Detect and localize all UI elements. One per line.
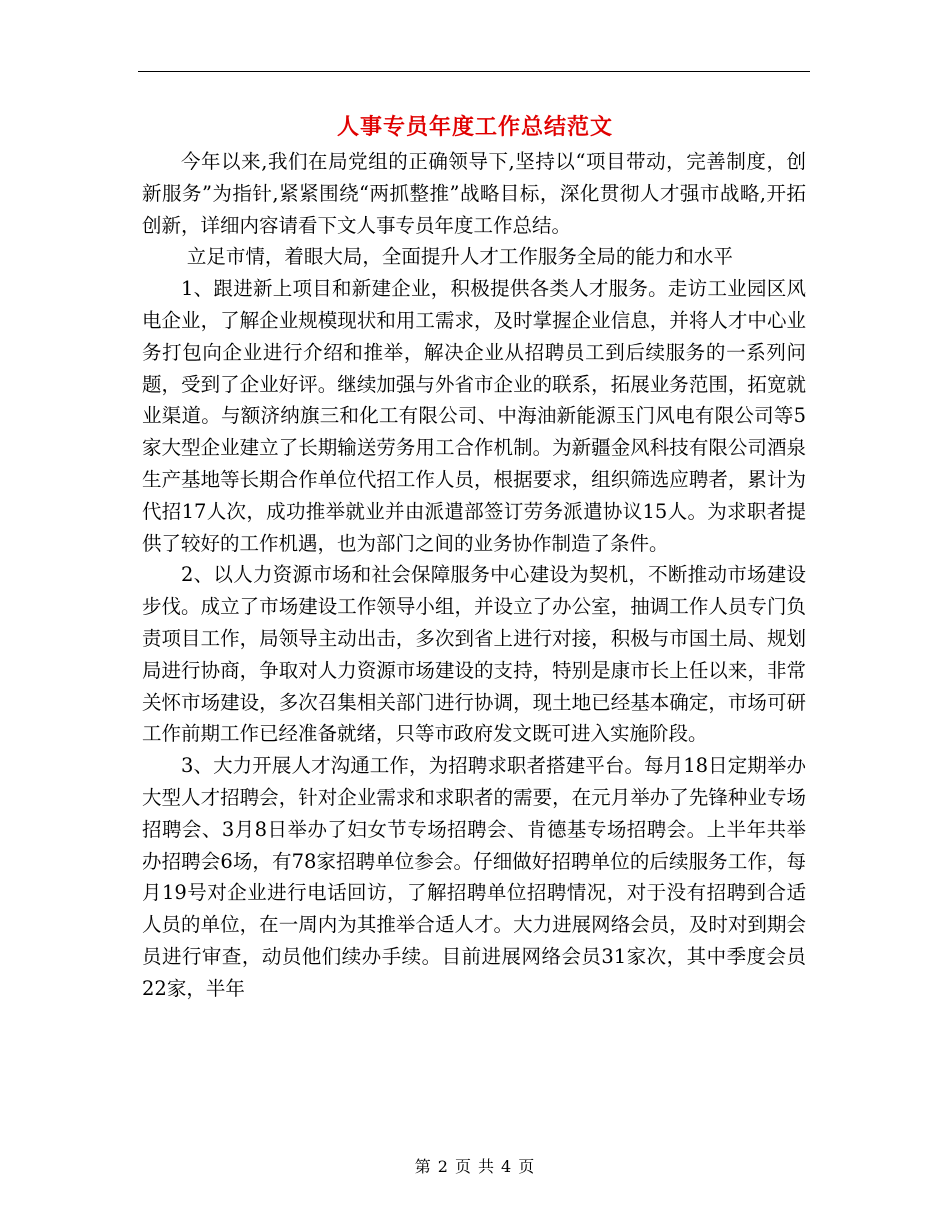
footer-page-word: 页: [454, 1157, 472, 1176]
paragraph-item-2: 2、以人力资源市场和社会保障服务中心建设为契机，不断推动市场建设步伐。成立了市场建设工作领导小组，并设立了办公室，抽调工作人员专门负责项目工作，局领导主动出击，多次到省上进行对接，积极与市国土局、规划局进行协商，争取对人力资源市场建设的支持，特别是康市长上任以来，非常关怀市场建设，多次召集相关部门进行协调，现土地已经基本确定，市场可研工作前期工作已经准备就绪，只等市政府发文既可进入实施阶段。: [142, 563, 806, 746]
paragraph-item-3: 3、大力开展人才沟通工作，为招聘求职者搭建平台。每月18日定期举办大型人才招聘会，针对企业需求和求职者的需要，在元月举办了先锋种业专场招聘会、3月8日举办了妇女节专场招聘会、肯德基专场招聘会。上半年共举办招聘会6场，有78家招聘单位参会。仔细做好招聘单位的后续服务工作，每月19号对企业进行电话回访，了解招聘单位招聘情况，对于没有招聘到合适人员的单位，在一周内为其推举合适人才。大力进展网络会员，及时对到期会员进行审查，动员他们续办手续。目前进展网络会员31家次，其中季度会员22家，半年: [142, 754, 806, 1000]
footer-current-page: 2: [437, 1157, 449, 1176]
footer-page-word-2: 页: [518, 1157, 536, 1176]
header-rule: [138, 71, 810, 72]
document-title: 人事专员年度工作总结范文: [336, 114, 613, 140]
footer-page-label: 第: [414, 1157, 432, 1176]
section-heading: 立足市情，着眼大局，全面提升人才工作服务全局的能力和水平: [186, 245, 733, 269]
paragraph-item-1: 1、跟进新上项目和新建企业，积极提供各类人才服务。走访工业园区风电企业，了解企业规模现状和用工需求，及时掌握企业信息，并将人才中心业务打包向企业进行介绍和推举，解决企业从招聘员工到后续服务的一系列问题，受到了企业好评。继续加强与外省市企业的联系，拓展业务范围，拓宽就业渠道。与额济纳旗三和化工有限公司、中海油新能源玉门风电有限公司等5家大型企业建立了长期输送劳务用工合作机制。为新疆金风科技有限公司酒泉生产基地等长期合作单位代招工作人员，根据要求，组织筛选应聘者，累计为代招17人次，成功推举就业并由派遣部签订劳务派遣协议15人。为求职者提供了较好的工作机遇，也为部门之间的业务协作制造了条件。: [142, 277, 806, 555]
page-footer: [0, 1154, 950, 1177]
document-body: [142, 146, 806, 1005]
paragraph-intro: 今年以来,我们在局党组的正确领导下,坚持以“项目带动，完善制度，创新服务”为指针,紧紧围绕“两抓整推”战略目标，深化贯彻人才强市战略,开拓创新，详细内容请看下文人事专员年度工作总结。: [142, 150, 806, 237]
footer-total-pages: 4: [501, 1157, 513, 1176]
footer-total-label: 共: [478, 1157, 496, 1176]
